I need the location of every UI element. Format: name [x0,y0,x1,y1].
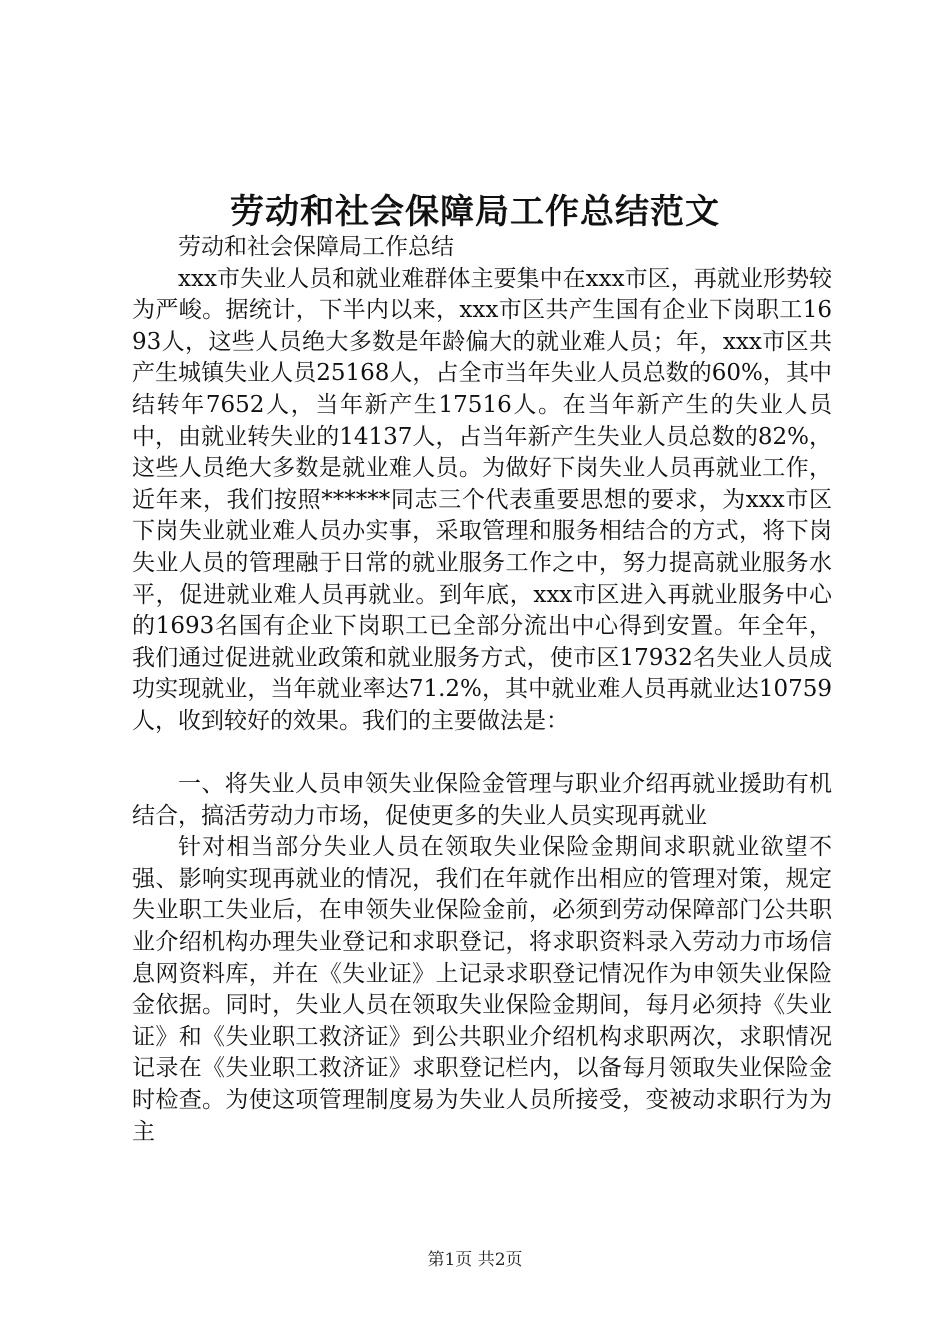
document-body [132,232,832,1148]
page-footer: 第1页 共2页 [427,1250,523,1270]
section-heading-paragraph: 一、将失业人员申领失业保险金管理与职业介绍再就业援助有机结合，搞活劳动力市场，促使更多的失业人员实现再就业 [132,771,832,829]
intro-paragraph: xxx市失业人员和就业难群体主要集中在xxx市区，再就业形势较为严峻。据统计，下半内以来，xxx市区共产生国有企业下岗职工1693人，这些人员绝大多数是年龄偏大的就业难人员；年，xxx市区共产生城镇失业人员25168人，占全市当年失业人员总数的60%，其中结转年7652人，当年新产生17516人。在当年新产生的失业人员中，由就业转失业的14137人，占当年新产生失业人员总数的82%，这些人员绝大多数是就业难人员。为做好下岗失业人员再就业工作，近年来，我们按照******同志三个代表重要思想的要求，为xxx市区下岗失业就业难人员办实事，采取管理和服务相结合的方式，将下岗失业人员的管理融于日常的就业服务工作之中，努力提高就业服务水平，促进就业难人员再就业。到年底，xxx市区进入再就业服务中心的1693名国有企业下岗职工已全部分流出中心得到安置。年全年，我们通过促进就业政策和就业服务方式，使市区17932名失业人员成功实现就业，当年就业率达71.2%，其中就业难人员再就业达10759人，收到较好的效果。我们的主要做法是： [132,265,832,734]
subtitle-paragraph: 劳动和社会保障局工作总结 [178,234,454,260]
document-title: 劳动和社会保障局工作总结范文 [230,192,720,232]
body-paragraph: 针对相当部分失业人员在领取失业保险金期间求职就业欲望不强、影响实现再就业的情况，我们在年就作出相应的管理对策，规定失业职工失业后，在申领失业保险金前，必须到劳动保障部门公共职业介绍机构办理失业登记和求职登记，将求职资料录入劳动力市场信息网资料库，并在《失业证》上记录求职登记情况作为申领失业保险金依据。同时，失业人员在领取失业保险金期间，每月必须持《失业证》和《失业职工救济证》到公共职业介绍机构求职两次，求职情况记录在《失业职工救济证》求职登记栏内，以备每月领取失业保险金时检查。为使这项管理制度易为失业人员所接受，变被动求职行为为主 [132,834,832,1145]
